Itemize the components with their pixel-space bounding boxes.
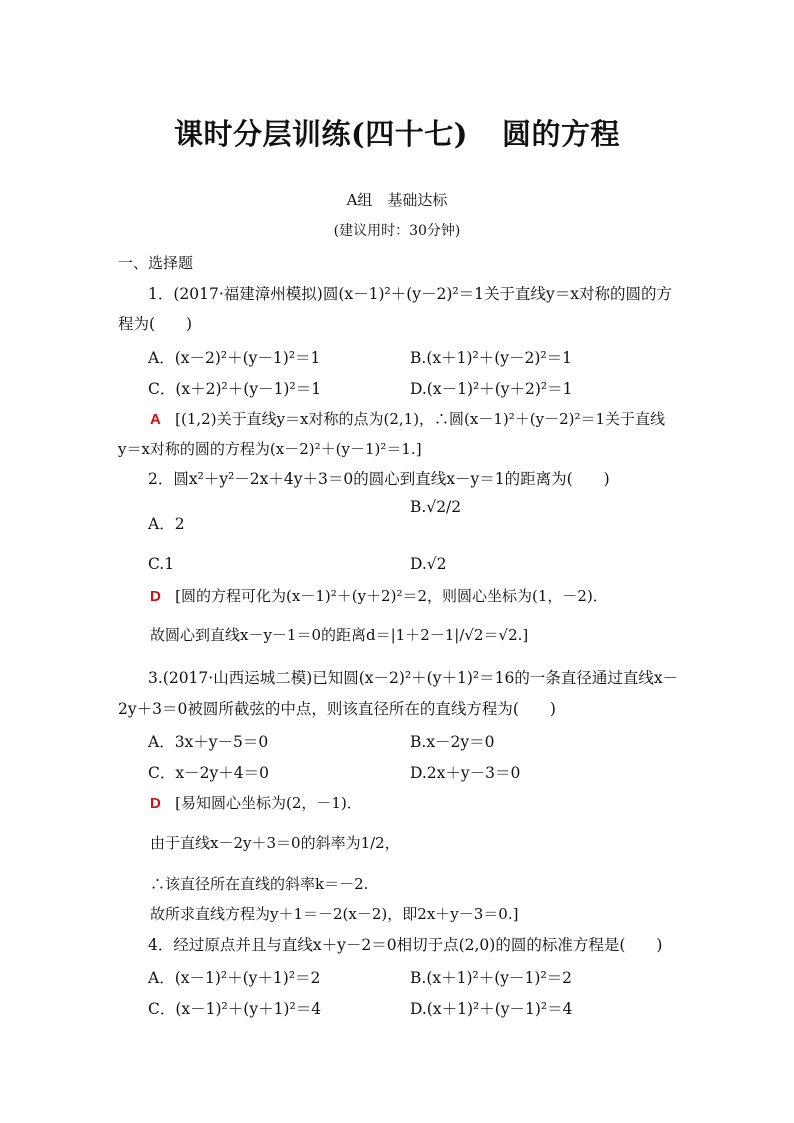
suggested-time: (建议用时：30分钟) <box>333 223 461 239</box>
q3-solution-line3: ∴该直径所在直线的斜率k＝－2. <box>150 875 369 893</box>
q1-solution-line1: [(1,2)关于直线y＝x对称的点为(2,1)，∴圆(x－1)²＋(y－2)²＝1关于直线 <box>175 410 666 428</box>
q4-option-c: C．(x－1)²＋(y＋1)²＝4 <box>148 1000 322 1018</box>
q4-stem: 4．经过原点并且与直线x＋y－2＝0相切于点(2,0)的圆的标准方程是( ) <box>148 936 663 954</box>
q3-answer <box>150 792 362 813</box>
q3-answer-letter: D <box>150 795 161 812</box>
q2-answer <box>150 585 608 606</box>
page-title <box>0 112 794 153</box>
q3-stem-line1: 3.(2017·山西运城二模)已知圆(x－2)²＋(y＋1)²＝16的一条直径通过直线x－ <box>148 669 679 687</box>
section-heading: 一、选择题 <box>118 254 194 272</box>
q2-option-b: B.√2/2 <box>410 498 462 516</box>
q1-option-d: D.(x－1)²＋(y＋2)²＝1 <box>410 380 573 398</box>
q3-option-c: C．x－2y＋4＝0 <box>148 764 269 782</box>
q3-option-b: B.x－2y＝0 <box>410 733 495 751</box>
q1-stem-line1: 1．(2017·福建漳州模拟)圆(x－1)²＋(y－2)²＝1关于直线y＝x对称的圆的方 <box>148 285 673 303</box>
q3-solution-line1: [易知圆心坐标为(2，－1)． <box>175 794 362 812</box>
q2-stem: 2．圆x²＋y²－2x＋4y＋3＝0的圆心到直线x－y＝1的距离为( ) <box>148 470 610 488</box>
q1-option-a: A．(x－2)²＋(y－1)²＝1 <box>148 349 321 367</box>
q1-option-b: B.(x＋1)²＋(y－2)²＝1 <box>410 349 573 367</box>
group-heading: A组 基础达标 <box>346 191 448 209</box>
q2-option-a: A．2 <box>148 515 185 533</box>
q4-option-a: A．(x－1)²＋(y＋1)²＝2 <box>148 969 321 987</box>
q3-solution-line2: 由于直线x－2y＋3＝0的斜率为1/2， <box>150 834 400 852</box>
q1-answer <box>150 408 665 429</box>
q3-stem-line2: 2y＋3＝0被圆所截弦的中点，则该直径所在的直线方程为( ) <box>118 700 556 718</box>
q2-option-d: D.√2 <box>410 555 447 573</box>
q2-option-c: C.1 <box>148 555 175 573</box>
q3-solution-line4: 故所求直线方程为y＋1＝－2(x－2)，即2x＋y－3＝0.] <box>150 905 519 923</box>
title-left: 课时分层训练(四十七) <box>174 117 468 151</box>
q3-option-d: D.2x＋y－3＝0 <box>410 764 521 782</box>
q1-answer-letter: A <box>150 411 161 428</box>
q1-solution-line2: y＝x对称的圆的方程为(x－2)²＋(y－1)²＝1.] <box>118 440 422 458</box>
q2-answer-letter: D <box>150 588 161 605</box>
q1-option-c: C．(x＋2)²＋(y－1)²＝1 <box>148 380 322 398</box>
title-right: 圆的方程 <box>501 117 620 151</box>
q4-option-b: B.(x＋1)²＋(y－1)²＝2 <box>410 969 573 987</box>
q1-stem-line2: 程为( ) <box>118 315 193 333</box>
q4-option-d: D.(x＋1)²＋(y－1)²＝4 <box>410 1000 573 1018</box>
q3-option-a: A．3x＋y－5＝0 <box>148 733 269 751</box>
q2-solution-line1: [圆的方程可化为(x－1)²＋(y＋2)²＝2，则圆心坐标为(1，－2)． <box>175 587 608 605</box>
q2-solution-line2: 故圆心到直线x－y－1＝0的距离d＝|1＋2－1|/√2＝√2.] <box>150 626 529 644</box>
